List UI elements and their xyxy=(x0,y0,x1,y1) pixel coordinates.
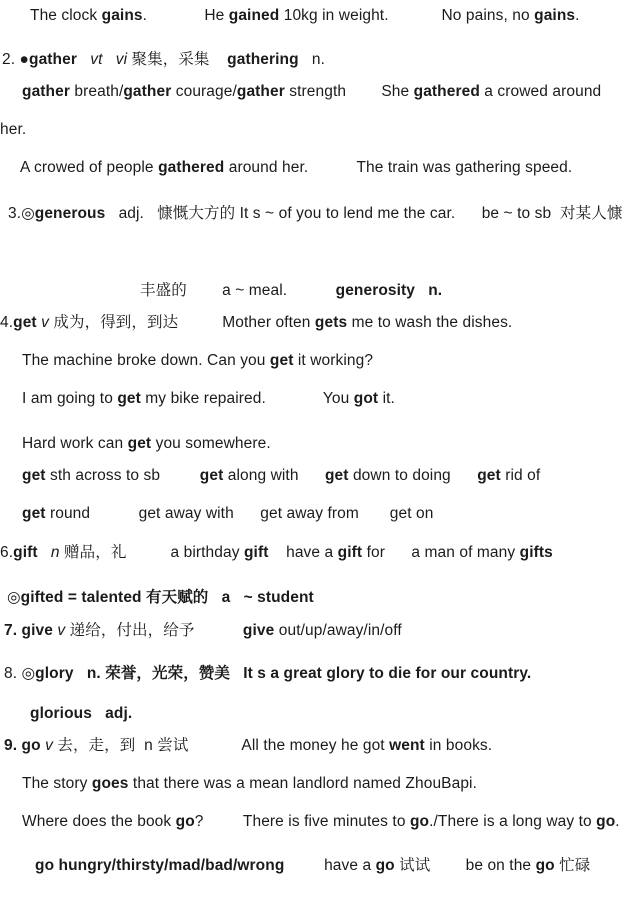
text-line-get-example-3 xyxy=(22,434,271,453)
text-line-go-example-2 xyxy=(22,812,620,831)
text-segment: have a xyxy=(324,857,376,874)
text-segment: get xyxy=(117,390,141,407)
text-segment: be ~ to sb 对某人慷 xyxy=(481,205,623,222)
text-segment: go xyxy=(375,857,395,874)
text-segment: breath/ xyxy=(69,83,124,100)
text-segment: ●gather xyxy=(19,51,77,68)
text-segment: vt xyxy=(90,51,103,68)
text-segment: 3.◎ xyxy=(8,205,35,222)
text-segment: gather xyxy=(22,83,70,100)
text-segment: generous xyxy=(34,205,106,222)
text-segment: 成为，得到，到达 xyxy=(48,314,223,331)
text-segment: gather xyxy=(123,83,172,100)
text-segment: You xyxy=(322,390,354,407)
text-line-gift-entry xyxy=(0,543,553,562)
text-segment: gathered xyxy=(158,159,225,176)
text-line-go-phrases xyxy=(35,856,590,875)
text-segment: strength xyxy=(284,83,382,100)
text-segment: that there was a mean landlord named ZhouBapi. xyxy=(128,775,477,792)
text-segment: . xyxy=(142,7,205,24)
text-segment: 4. xyxy=(0,314,14,331)
text-segment xyxy=(102,51,115,68)
text-segment: ./There is a long way to xyxy=(429,813,597,830)
text-line-generous-entry xyxy=(8,204,622,223)
text-segment: The clock xyxy=(30,7,102,24)
text-segment: 去，走，到 n 尝试 xyxy=(52,737,242,754)
text-line-get-example-1 xyxy=(22,351,373,370)
text-segment: A crowed of people xyxy=(20,159,159,176)
text-segment: The train was gathering speed. xyxy=(356,159,573,176)
text-segment: vi xyxy=(115,51,128,68)
text-segment: 试试 xyxy=(394,857,466,874)
text-line-gather-phrases xyxy=(22,82,601,101)
text-segment: me to wash the dishes. xyxy=(347,314,513,331)
text-segment: All the money he got xyxy=(241,737,390,754)
text-segment: around her. xyxy=(224,159,357,176)
text-segment: She xyxy=(381,83,414,100)
text-segment xyxy=(77,51,90,68)
text-segment: a birthday xyxy=(170,544,244,561)
text-segment: gets xyxy=(314,314,348,331)
text-segment: 递给，付出，给予 xyxy=(65,622,243,639)
text-segment: n xyxy=(50,544,60,561)
text-segment: n. xyxy=(298,51,326,68)
text-segment: 2. xyxy=(2,51,20,68)
text-segment: gift xyxy=(337,544,363,561)
text-segment: in books. xyxy=(424,737,493,754)
text-segment: down to doing xyxy=(348,467,478,484)
text-segment xyxy=(74,665,87,682)
text-line-generous-cont xyxy=(140,281,442,300)
text-segment: get on xyxy=(389,505,434,522)
text-segment: The machine broke down. Can you xyxy=(22,352,270,369)
text-segment: gift xyxy=(13,544,38,561)
text-segment: it working? xyxy=(293,352,374,369)
text-segment: Hard work can xyxy=(22,435,128,452)
text-line-gain-examples xyxy=(30,6,580,25)
text-segment: a ~ meal. xyxy=(222,282,336,299)
text-segment: get xyxy=(324,467,349,484)
text-segment: 忙碌 xyxy=(554,857,591,874)
text-segment: 10kg in weight. xyxy=(279,7,442,24)
text-line-go-example-1 xyxy=(22,774,477,793)
text-segment: v xyxy=(41,314,49,331)
text-segment: go xyxy=(409,813,430,830)
text-segment: it. xyxy=(378,390,395,407)
text-segment: get xyxy=(22,505,46,522)
text-line-get-phrases-2 xyxy=(22,504,433,523)
text-segment: glory xyxy=(35,665,74,682)
text-line-gifted-entry xyxy=(7,588,314,607)
text-segment: gifted = talented 有天赋的 a ~ student xyxy=(20,589,314,606)
text-segment: 丰盛的 xyxy=(140,282,223,299)
text-segment xyxy=(38,544,51,561)
text-segment: 6. xyxy=(0,544,14,561)
text-segment: go xyxy=(596,813,616,830)
text-line-give-entry xyxy=(4,621,402,640)
text-segment: for xyxy=(362,544,412,561)
text-segment: go xyxy=(535,857,555,874)
text-segment: . xyxy=(615,813,620,830)
text-segment: 聚集，采集 xyxy=(127,51,228,68)
text-line-go-entry xyxy=(4,736,492,755)
text-segment: a crowed around xyxy=(479,83,602,100)
text-segment: have a xyxy=(286,544,338,561)
text-segment: get xyxy=(477,467,501,484)
text-segment: gained xyxy=(228,7,280,24)
text-segment: her. xyxy=(0,121,27,138)
text-segment: He xyxy=(204,7,229,24)
text-segment: ◎ xyxy=(7,589,21,606)
text-segment: gathered xyxy=(413,83,480,100)
text-line-get-example-2 xyxy=(22,389,395,408)
text-segment: Mother often xyxy=(222,314,315,331)
text-line-gather-examples xyxy=(20,158,572,177)
text-line-glorious xyxy=(30,704,132,723)
text-segment: n. 荣誉，光荣，赞美 It s a great glory to die for our country. xyxy=(86,665,532,682)
text-segment: ? xyxy=(194,813,243,830)
text-segment: 赠品，礼 xyxy=(59,544,171,561)
text-segment: be on the xyxy=(465,857,536,874)
text-segment xyxy=(268,544,286,561)
text-line-get-phrases-1 xyxy=(22,466,540,485)
text-segment: 9. go xyxy=(4,737,41,754)
text-segment: v xyxy=(57,622,66,639)
text-segment: sth across to sb xyxy=(45,467,200,484)
text-segment: my bike repaired. xyxy=(140,390,323,407)
text-segment: get xyxy=(22,467,46,484)
text-segment: gathering xyxy=(227,51,299,68)
text-segment: go hungry/thirsty/mad/bad/wrong xyxy=(35,857,285,874)
text-segment: got xyxy=(353,390,379,407)
text-segment: round xyxy=(45,505,139,522)
text-line-glory-entry xyxy=(4,664,531,683)
text-segment: . xyxy=(575,7,580,24)
text-segment: a man of many xyxy=(411,544,520,561)
text-segment: get away with xyxy=(138,505,261,522)
text-segment: went xyxy=(389,737,425,754)
text-segment: glorious adj. xyxy=(30,705,133,722)
text-segment: go xyxy=(175,813,195,830)
text-segment: 8. ◎ xyxy=(4,665,36,682)
text-segment: Where does the book xyxy=(22,813,176,830)
text-segment: goes xyxy=(91,775,129,792)
text-segment: There is five minutes to xyxy=(242,813,410,830)
text-segment: along with xyxy=(223,467,325,484)
text-line-gather-entry xyxy=(2,50,325,69)
text-segment: v xyxy=(45,737,53,754)
text-segment: courage/ xyxy=(171,83,237,100)
text-segment: No pains, no xyxy=(441,7,535,24)
text-segment: The story xyxy=(22,775,92,792)
text-segment: gift xyxy=(243,544,269,561)
text-segment: get xyxy=(127,435,152,452)
text-segment: gifts xyxy=(519,544,553,561)
text-segment: give xyxy=(242,622,275,639)
text-segment: get away from xyxy=(260,505,390,522)
text-line-gather-cont xyxy=(0,120,26,139)
text-segment: I am going to xyxy=(22,390,118,407)
text-segment: adj. 慷慨大方的 It s ~ of you to lend me the car. xyxy=(105,205,482,222)
text-segment: get xyxy=(269,352,294,369)
text-segment: generosity n. xyxy=(335,282,443,299)
text-segment: get xyxy=(199,467,224,484)
text-segment: you somewhere. xyxy=(151,435,271,452)
text-segment: out/up/away/in/off xyxy=(274,622,402,639)
text-segment: gather xyxy=(236,83,285,100)
text-segment: rid of xyxy=(500,467,541,484)
text-segment xyxy=(284,857,324,874)
text-segment: gains xyxy=(101,7,143,24)
text-line-get-entry xyxy=(0,313,512,332)
text-segment: 7. give xyxy=(4,622,53,639)
text-segment: gains xyxy=(534,7,576,24)
text-segment: get xyxy=(13,314,37,331)
